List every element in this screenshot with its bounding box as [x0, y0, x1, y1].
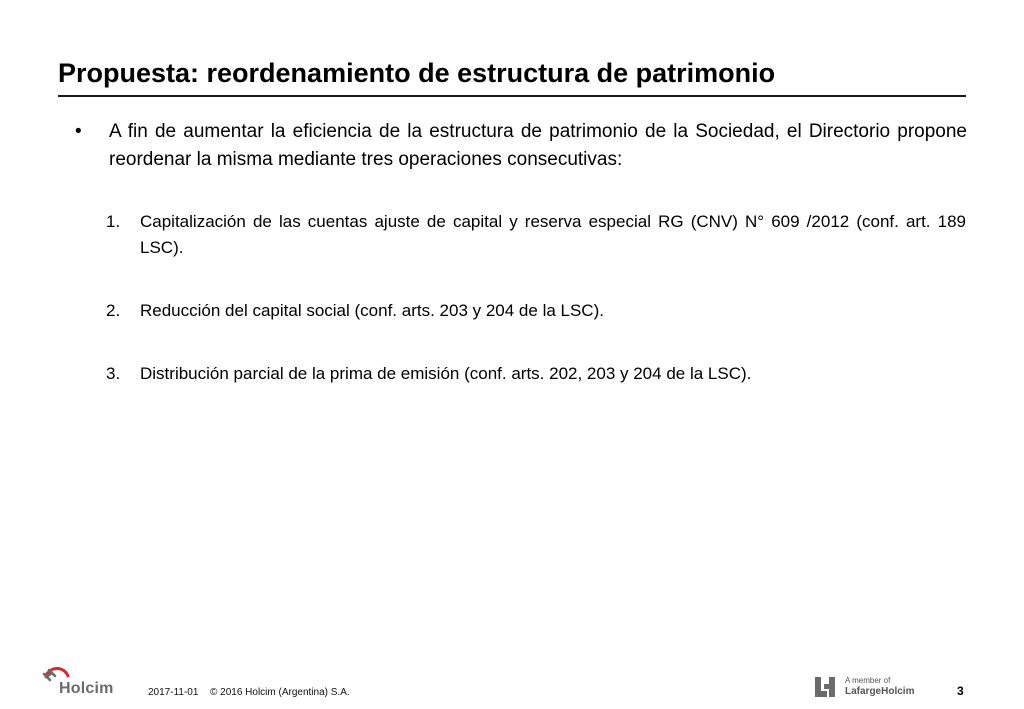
item-number: 3.: [106, 364, 121, 383]
item-text: Reducción del capital social (conf. arts. 203 y 204 de la LSC).: [140, 301, 604, 320]
member-brand: LafargeHolcim: [845, 686, 915, 697]
footer-date: 2017-11-01: [148, 687, 199, 698]
footer-copyright: © 2016 Holcim (Argentina) S.A.: [210, 687, 350, 698]
item-number: 1.: [106, 212, 121, 231]
item-text: Distribución parcial de la prima de emisión (conf. arts. 202, 203 y 204 de la LSC).: [140, 364, 752, 383]
lafargeholcim-logo-icon: [815, 677, 837, 697]
title-underline: [58, 95, 966, 97]
holcim-wordmark: Holcim: [59, 680, 114, 697]
page-number: 3: [957, 684, 964, 698]
item-number: 2.: [106, 301, 121, 320]
intro-bullet-text: A fin de aumentar la eficiencia de la estructura de patrimonio de la Sociedad, el Directorio propone reordenar la misma mediante tres operaciones consecutivas:: [109, 121, 967, 170]
item-text: Capitalización de las cuentas ajuste de capital y reserva especial RG (CNV) N° 609 /2012 (conf. art. 189 LSC).: [140, 212, 966, 257]
bullet-marker: •: [75, 121, 82, 142]
slide-title: Propuesta: reordenamiento de estructura de patrimonio: [58, 58, 776, 88]
member-label: A member of: [845, 676, 891, 685]
